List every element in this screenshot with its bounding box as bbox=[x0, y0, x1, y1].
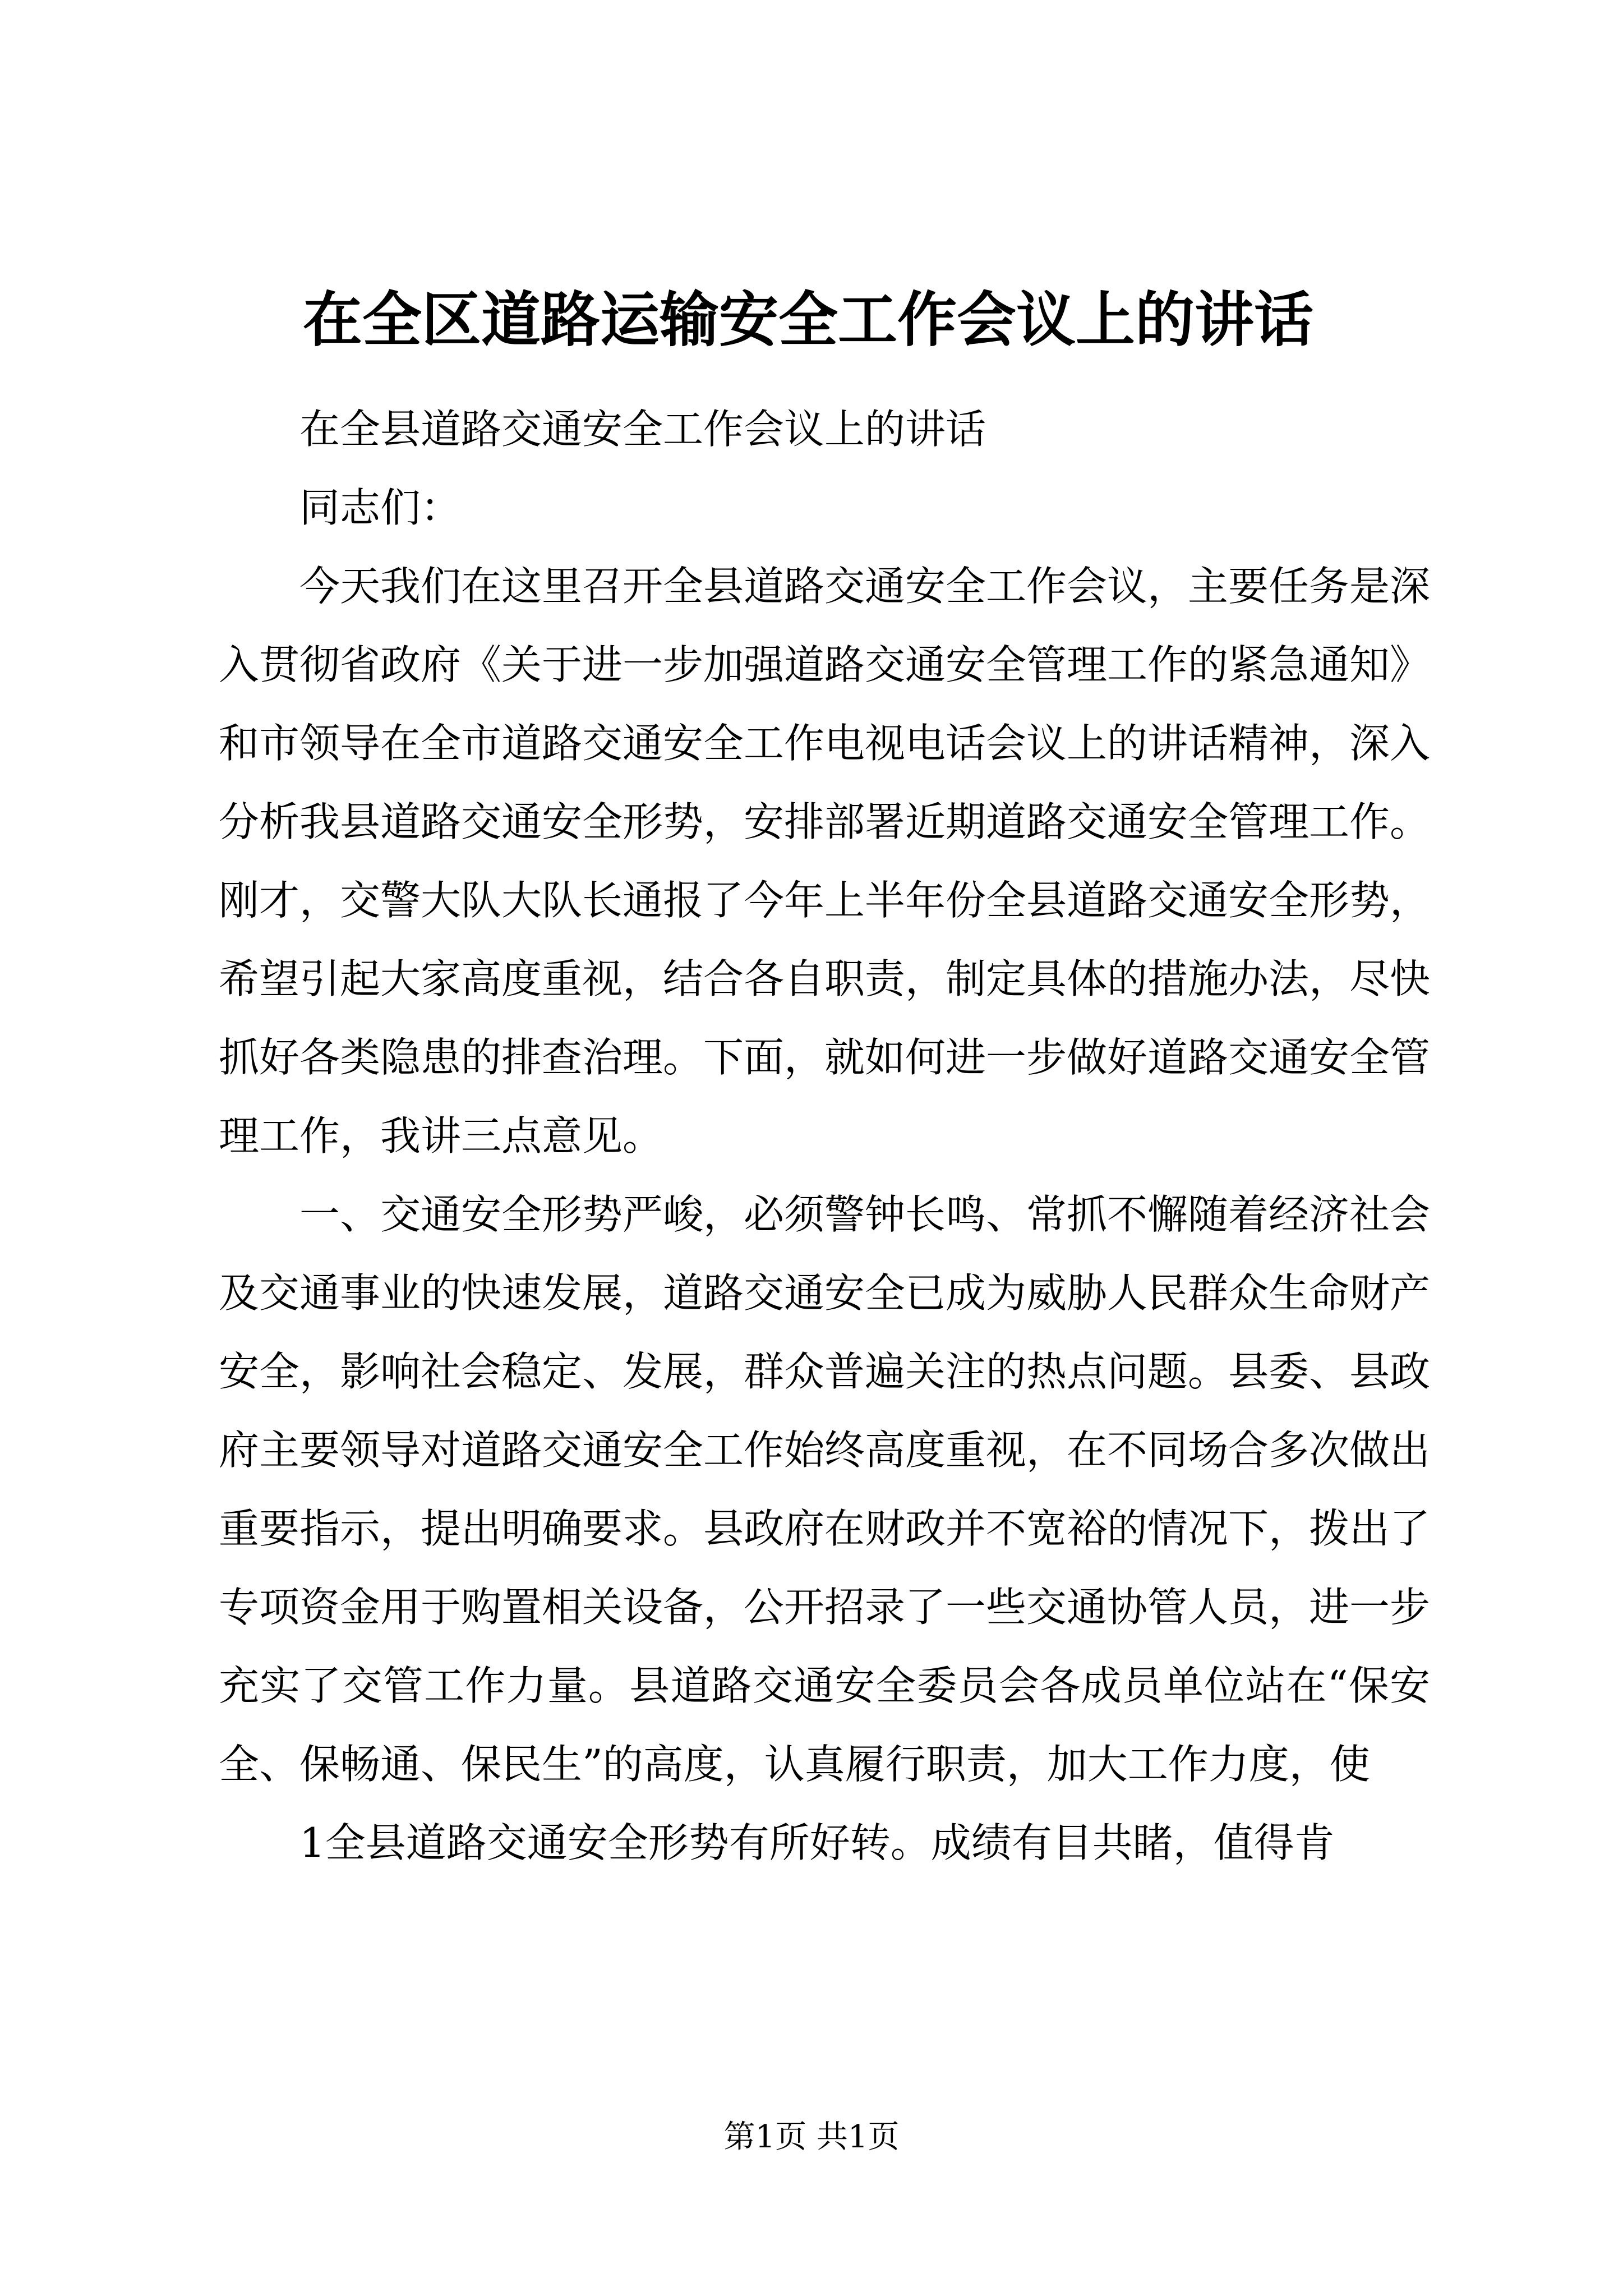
section-one-paragraph: 一、交通安全形势严峻，必须警钟长鸣、常抓不懈随着经济社会及交通事业的快速发展，道路交通安全已成为威胁人民群众生命财产安全，影响社会稳定、发展，群众普遍关注的热点问题。县委、县政府主要领导对道路交通安全工作始终高度重视，在不同场合多次做出重要指示，提出明确要求。县政府在财政并不宽裕的情况下，拨出了专项资金用于购置相关设备，公开招录了一些交通协管人员，进一步充实了交管工作力量。县道路交通安全委员会各成员单位站在“保安全、保畅通、保民生”的高度，认真履行职责，加大工作力度，使 bbox=[219, 1191, 1431, 1788]
intro-paragraph: 今天我们在这里召开全县道路交通安全工作会议，主要任务是深入贯彻省政府《关于进一步加强道路交通安全管理工作的紧急通知》和市领导在全市道路交通安全工作电视电话会议上的讲话精神，深入分析我县道路交通安全形势，安排部署近期道路交通安全管理工作。刚才，交警大队大队长通报了今年上半年份全县道路交通安全形势，希望引起大家高度重视，结合各自职责，制定具体的措施办法，尽快抓好各类隐患的排查治理。下面，就如何进一步做好道路交通安全管理工作，我讲三点意见。 bbox=[219, 563, 1431, 1159]
page-footer: 第1页 共1页 bbox=[723, 2119, 900, 2155]
continuation-paragraph: 1全县道路交通安全形势有所好转。成绩有目共睹，值得肯 bbox=[299, 1819, 1335, 1866]
subtitle-paragraph: 在全县道路交通安全工作会议上的讲话 bbox=[299, 406, 986, 453]
document-title: 在全区道路运输安全工作会议上的讲话 bbox=[303, 284, 1313, 355]
salutation-paragraph: 同志们： bbox=[299, 484, 462, 531]
document-body bbox=[219, 390, 1430, 1882]
